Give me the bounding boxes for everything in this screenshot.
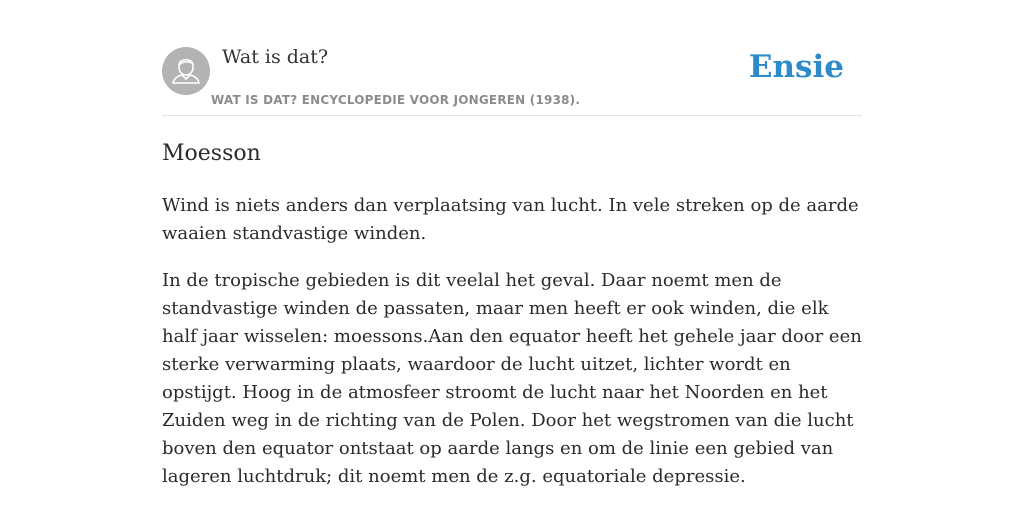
source-subtitle[interactable]: WAT IS DAT? ENCYCLOPEDIE VOOR JONGEREN (1938). xyxy=(211,93,581,107)
user-icon xyxy=(162,47,210,95)
page-container xyxy=(162,0,862,487)
avatar[interactable] xyxy=(162,47,210,95)
source-title[interactable]: Wat is dat? xyxy=(222,46,329,68)
article-paragraph: Wind is niets anders dan verplaatsing van lucht. In vele streken op de aarde waaien standvastige winden. xyxy=(162,195,859,244)
article-paragraph: In de tropische gebieden is dit veelal het geval. Daar noemt men de standvastige winden de passaten, maar men heeft er ook winden, die elk half jaar wisselen: moessons.Aan den equator heeft het gehele jaar door een sterke verwarming plaats, waardoor de lucht uitzet, lichter wordt en opstijgt. Hoog in de atmosfeer stroomt de lucht naar het Noorden en het Zuiden weg in de richting van de Polen. Door het wegstromen van die lucht boven den equator ontstaat op aarde langs en om de linie een gebied van lageren luchtdruk; dit noemt men de z.g. equatoriale depressie. xyxy=(162,270,862,487)
source-header xyxy=(162,0,862,116)
ensie-logo[interactable]: Ensie xyxy=(748,49,844,85)
article-title: Moesson xyxy=(162,141,261,166)
